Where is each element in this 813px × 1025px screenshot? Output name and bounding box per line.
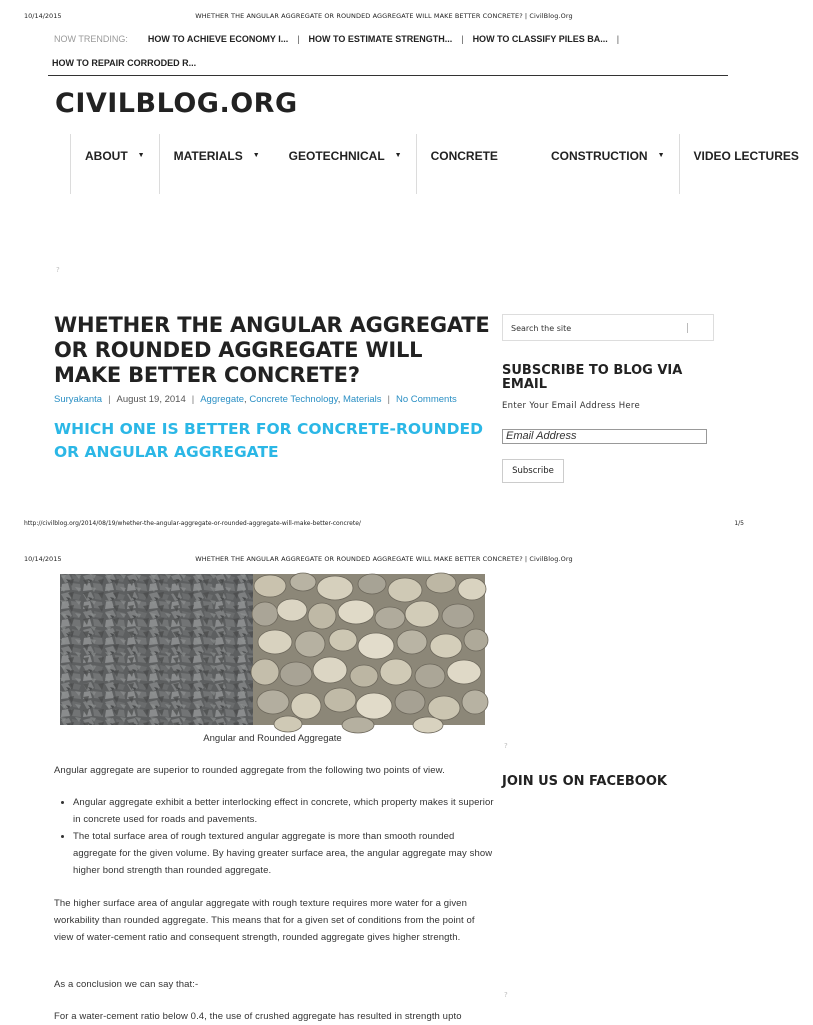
- facebook-widget-title: JOIN US ON FACEBOOK: [502, 774, 667, 789]
- nav-label: CONCRETE: [430, 149, 498, 163]
- nav-label: ABOUT: [85, 149, 128, 163]
- search-input[interactable]: [502, 314, 714, 341]
- meta-separator: |: [108, 394, 111, 405]
- trending-link-3[interactable]: HOW TO CLASSIFY PILES BA...: [472, 34, 608, 44]
- print-footer: [0, 520, 768, 530]
- caret-down-icon: ▼: [137, 152, 145, 159]
- meta-separator: |: [191, 394, 195, 405]
- trending-bar: [48, 26, 728, 76]
- trending-separator: |: [616, 34, 620, 44]
- author-link[interactable]: Suryakanta: [54, 394, 103, 405]
- image-caption: Angular and Rounded Aggregate: [203, 733, 342, 744]
- post-date: August 19, 2014: [116, 394, 186, 405]
- caret-down-icon: ▼: [657, 152, 665, 159]
- nav-item-video-lectures[interactable]: [679, 134, 813, 194]
- subscribe-button[interactable]: Subscribe: [502, 459, 564, 483]
- list-item: • The total surface area of rough textured angular aggregate is more than smooth rounded aggregate for the given volume. By having greater surface area, the angular aggregate may show higher bond strength than rounded aggregate.: [73, 828, 494, 879]
- trending-separator: |: [297, 34, 300, 44]
- email-field[interactable]: Email Address: [502, 429, 707, 444]
- angular-rounded-aggregate-photo: [60, 574, 485, 725]
- email-label: Enter Your Email Address Here: [502, 401, 641, 411]
- subscribe-widget-title: SUBSCRIBE TO BLOG VIA EMAIL: [502, 363, 683, 392]
- trending-link-2[interactable]: HOW TO ESTIMATE STRENGTH...: [308, 34, 453, 44]
- broken-image-icon: ?: [504, 991, 508, 999]
- nav-label: GEOTECHNICAL: [288, 149, 385, 163]
- nav-label: VIDEO LECTURES: [693, 149, 799, 163]
- print-page-number: 1/5: [734, 520, 744, 527]
- aggregate-image: [60, 574, 485, 725]
- trending-label: NOW TRENDING:: [54, 34, 128, 44]
- post-meta: Suryakanta | August 19, 2014 | Aggregate, Concrete Technology, Materials | No Comments: [54, 394, 457, 405]
- search-placeholder: Search the site: [511, 324, 572, 333]
- caret-down-icon: ▼: [394, 152, 402, 159]
- body-paragraph: For a water-cement ratio below 0.4, the use of crushed aggregate has resulted in strength upto: [54, 1011, 462, 1022]
- trending-separator: |: [461, 34, 464, 44]
- body-bullet-list: [54, 794, 494, 879]
- print-date: 10/14/2015: [24, 555, 62, 563]
- caret-down-icon: ▼: [252, 152, 260, 159]
- body-paragraph: The higher surface area of angular aggregate with rough texture requires more water for a given workability than rounded aggregate. This means that for a given set of conditions from the point of view of water-cement ratio and consequent strength, rounded aggregate gives higher strength.: [54, 898, 475, 943]
- meta-separator: |: [387, 394, 390, 405]
- nav-item-materials[interactable]: [159, 134, 274, 194]
- print-header: [0, 555, 768, 567]
- main-nav: [70, 134, 813, 194]
- search-divider: [687, 323, 688, 333]
- nav-item-construction[interactable]: [536, 134, 679, 194]
- nav-label: CONSTRUCTION: [550, 149, 648, 163]
- nav-item-about[interactable]: [70, 134, 159, 194]
- trending-link-4[interactable]: HOW TO REPAIR CORRODED R...: [52, 58, 197, 68]
- trending-link-1[interactable]: HOW TO ACHIEVE ECONOMY I...: [147, 34, 289, 44]
- print-doc-title: WHETHER THE ANGULAR AGGREGATE OR ROUNDED AGGREGATE WILL MAKE BETTER CONCRETE? | CivilBlog.Org: [195, 12, 573, 20]
- print-doc-title: WHETHER THE ANGULAR AGGREGATE OR ROUNDED AGGREGATE WILL MAKE BETTER CONCRETE? | CivilBlog.Org: [195, 555, 573, 563]
- broken-image-icon: ?: [56, 266, 60, 274]
- category-link[interactable]: Materials: [342, 394, 382, 405]
- comments-link[interactable]: No Comments: [396, 394, 457, 405]
- print-header: [0, 12, 768, 24]
- nav-item-geotechnical[interactable]: [274, 134, 416, 194]
- site-logo-title[interactable]: CIVILBLOG.ORG: [55, 88, 298, 119]
- category-link[interactable]: Aggregate: [200, 394, 245, 405]
- list-item: • Angular aggregate exhibit a better interlocking effect in concrete, which property makes it superior in concrete used for roads and pavements.: [73, 794, 494, 828]
- print-url: http://civilblog.org/2014/08/19/whether-the-angular-aggregate-or-rounded-aggregate-will-make-better-concrete/: [24, 520, 361, 527]
- body-paragraph: Angular aggregate are superior to rounded aggregate from the following two points of view.: [54, 765, 445, 776]
- print-date: 10/14/2015: [24, 12, 62, 20]
- post-subheading: WHICH ONE IS BETTER FOR CONCRETE-ROUNDED OR ANGULAR AGGREGATE: [54, 420, 483, 461]
- body-paragraph: As a conclusion we can say that:-: [54, 979, 199, 990]
- nav-label: MATERIALS: [173, 149, 243, 163]
- post-title: WHETHER THE ANGULAR AGGREGATE OR ROUNDED AGGREGATE WILL MAKE BETTER CONCRETE?: [54, 313, 490, 387]
- category-link[interactable]: Concrete Technology: [249, 394, 338, 405]
- broken-image-icon: ?: [504, 742, 508, 750]
- nav-item-concrete[interactable]: [416, 134, 536, 194]
